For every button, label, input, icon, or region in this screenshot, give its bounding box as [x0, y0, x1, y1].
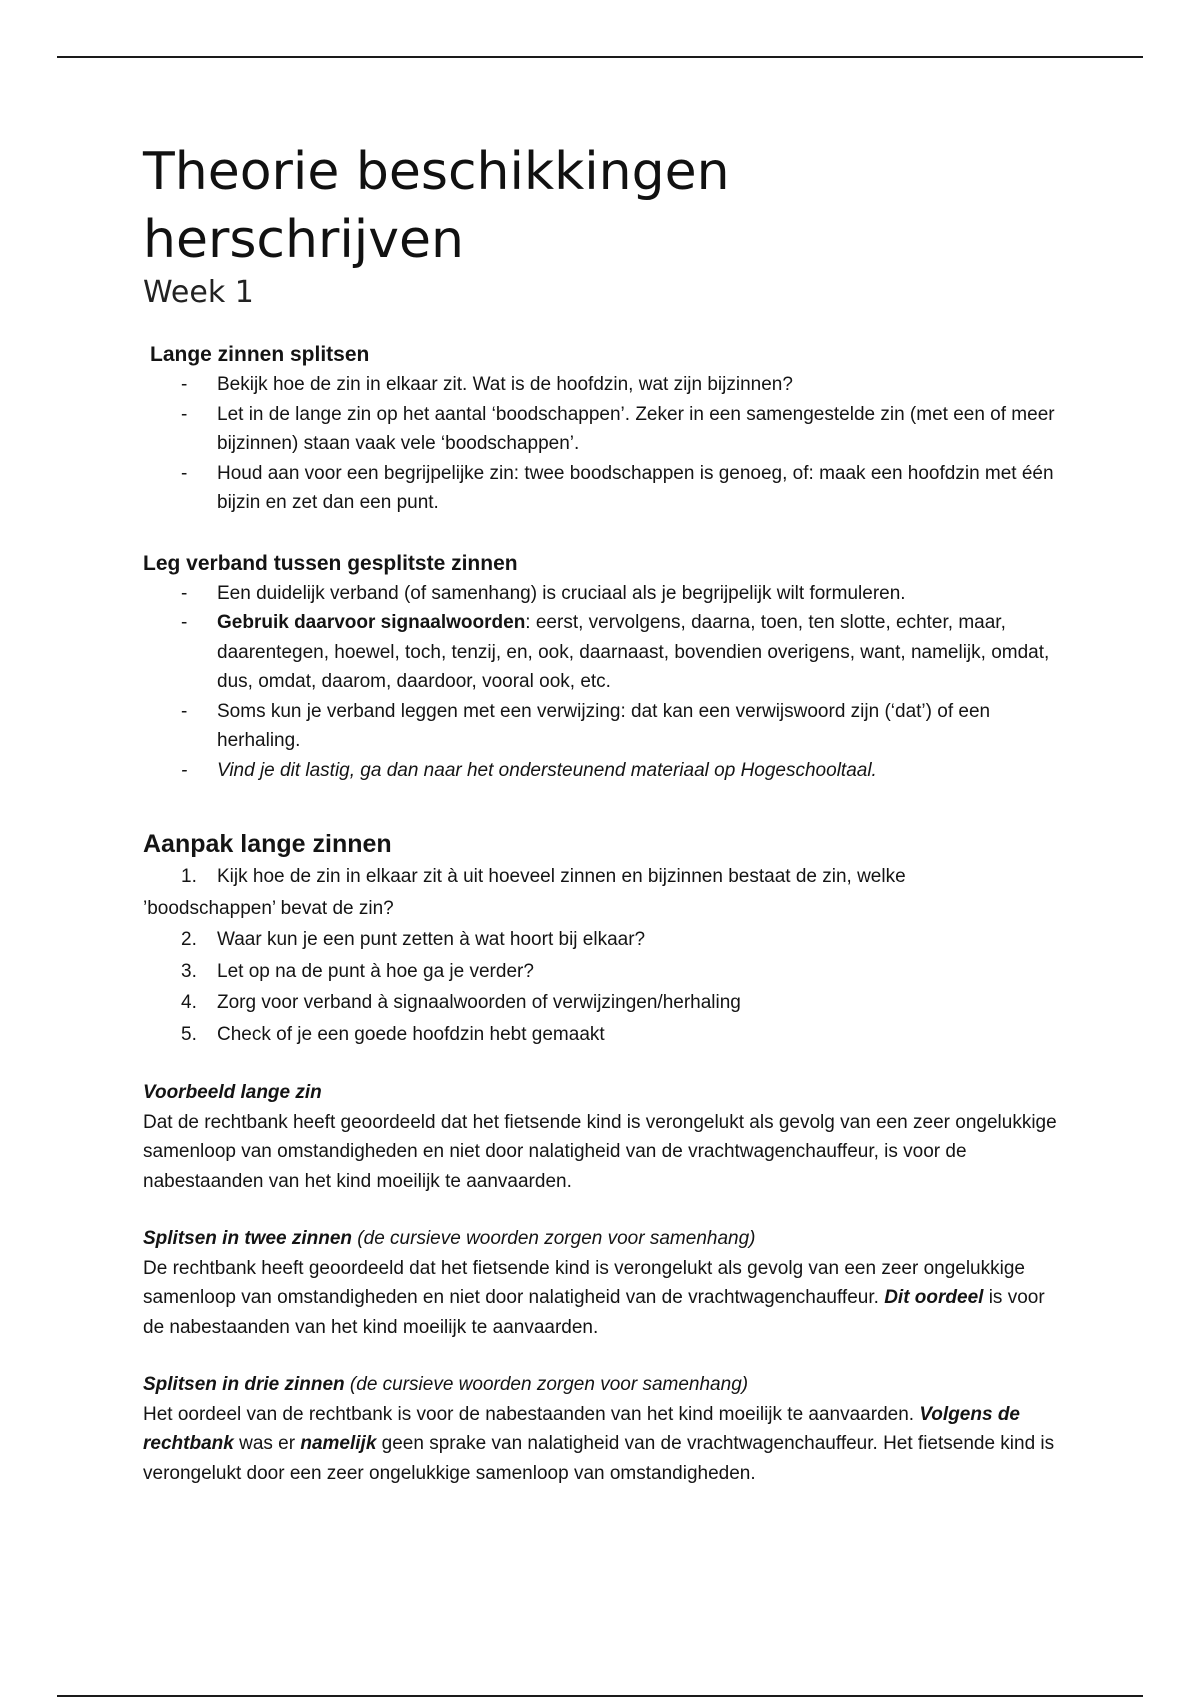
- bullet-list-verband: [143, 579, 1063, 786]
- example-text-lange-zin: Dat de rechtbank heeft geoordeeld dat het fietsende kind is verongelukt als gevolg van een zeer ongelukkige samenloop van omstandigheden en niet door nalatigheid van de vrachtwagenchauffeur, is voor de nabestaanden van het kind moeilijk te aanvaarden.: [143, 1111, 1057, 1192]
- list-item: 4. Zorg voor verband à signaalwoorden of verwijzingen/herhaling: [181, 992, 741, 1013]
- section-heading-verband: Leg verband tussen gesplitste zinnen: [143, 551, 518, 575]
- numbered-list-aanpak: [143, 861, 1063, 1050]
- list-item: - Let in de lange zin op het aantal ‘boodschappen’. Zeker in een samengestelde zin (met een of meer bijzinnen) staan vaak vele ‘boodschappen’.: [143, 400, 1063, 459]
- list-item: 5. Check of je een goede hoofdzin hebt gemaakt: [181, 1023, 605, 1045]
- signaalwoorden-label: Gebruik daarvoor signaalwoorden: [217, 612, 526, 633]
- bullet-list-lange-zinnen: [143, 370, 1063, 518]
- list-item: - Een duidelijk verband (of samenhang) is cruciaal als je begrijpelijk wilt formuleren.: [143, 579, 1063, 609]
- list-item: - Vind je dit lastig, ga dan naar het ondersteunend materiaal op Hogeschooltaal.: [143, 756, 1063, 786]
- example-heading-lange-zin: Voorbeeld lange zin: [143, 1082, 322, 1103]
- document-body: [143, 138, 1063, 1488]
- list-item: 1. Kijk hoe de zin in elkaar zit à uit hoeveel zinnen en bijzinnen bestaat de zin, welke ’boodschappen’ bevat de zin?: [143, 866, 906, 919]
- list-item: 3. Let op na de punt à hoe ga je verder?: [181, 960, 534, 982]
- list-item: - Houd aan voor een begrijpelijke zin: twee boodschappen is genoeg, of: maak een hoofdzin met één bijzin en zet dan een punt.: [143, 459, 1063, 518]
- example-text-twee-zinnen: De rechtbank heeft geoordeeld dat het fietsende kind is verongelukt als gevolg van een zeer ongelukkige samenloop van omstandigheden en niet door nalatigheid van de vrachtwagenchauffeur. Dit oordeel is voor de nabestaanden van het kind moeilijk te aanvaarden.: [143, 1257, 1045, 1338]
- list-item: 2. Waar kun je een punt zetten à wat hoort bij elkaar?: [181, 929, 646, 950]
- page-title: Theorie beschikkingen herschrijven: [143, 142, 730, 270]
- list-item: [143, 608, 1063, 697]
- example-text-drie-zinnen: Het oordeel van de rechtbank is voor de nabestaanden van het kind moeilijk te aanvaarden. Volgens de rechtbank was er namelijk geen sprake van nalatigheid van de vrachtwagenchauffeur. Het fietsende kind is verongelukt door een zeer ongelukkige samenloop van omstandigheden.: [143, 1403, 1055, 1484]
- example-heading-twee-zinnen: Splitsen in twee zinnen (de cursieve woorden zorgen voor samenhang): [143, 1228, 756, 1249]
- list-item: - Bekijk hoe de zin in elkaar zit. Wat is de hoofdzin, wat zijn bijzinnen?: [143, 370, 1063, 400]
- page-subtitle: Week 1: [143, 275, 254, 310]
- section-heading-lange-zinnen: Lange zinnen splitsen: [150, 343, 370, 366]
- list-item: - Soms kun je verband leggen met een verwijzing: dat kan een verwijswoord zijn (‘dat’) of een herhaling.: [143, 697, 1063, 756]
- header-rule: [57, 56, 1143, 58]
- example-heading-drie-zinnen: Splitsen in drie zinnen (de cursieve woorden zorgen voor samenhang): [143, 1374, 749, 1395]
- section-heading-aanpak: Aanpak lange zinnen: [143, 830, 392, 858]
- footer-rule: [57, 1695, 1143, 1697]
- signaalwoorden-list: : eerst, vervolgens, daarna, toen, ten slotte, echter, maar, daarentegen, hoewel, toch, tenzij, en, ook, daarnaast, bovendien overigens, want, namelijk, omdat, dus, omdat, daarom, daardoor, vooral ook, etc.: [217, 612, 1050, 692]
